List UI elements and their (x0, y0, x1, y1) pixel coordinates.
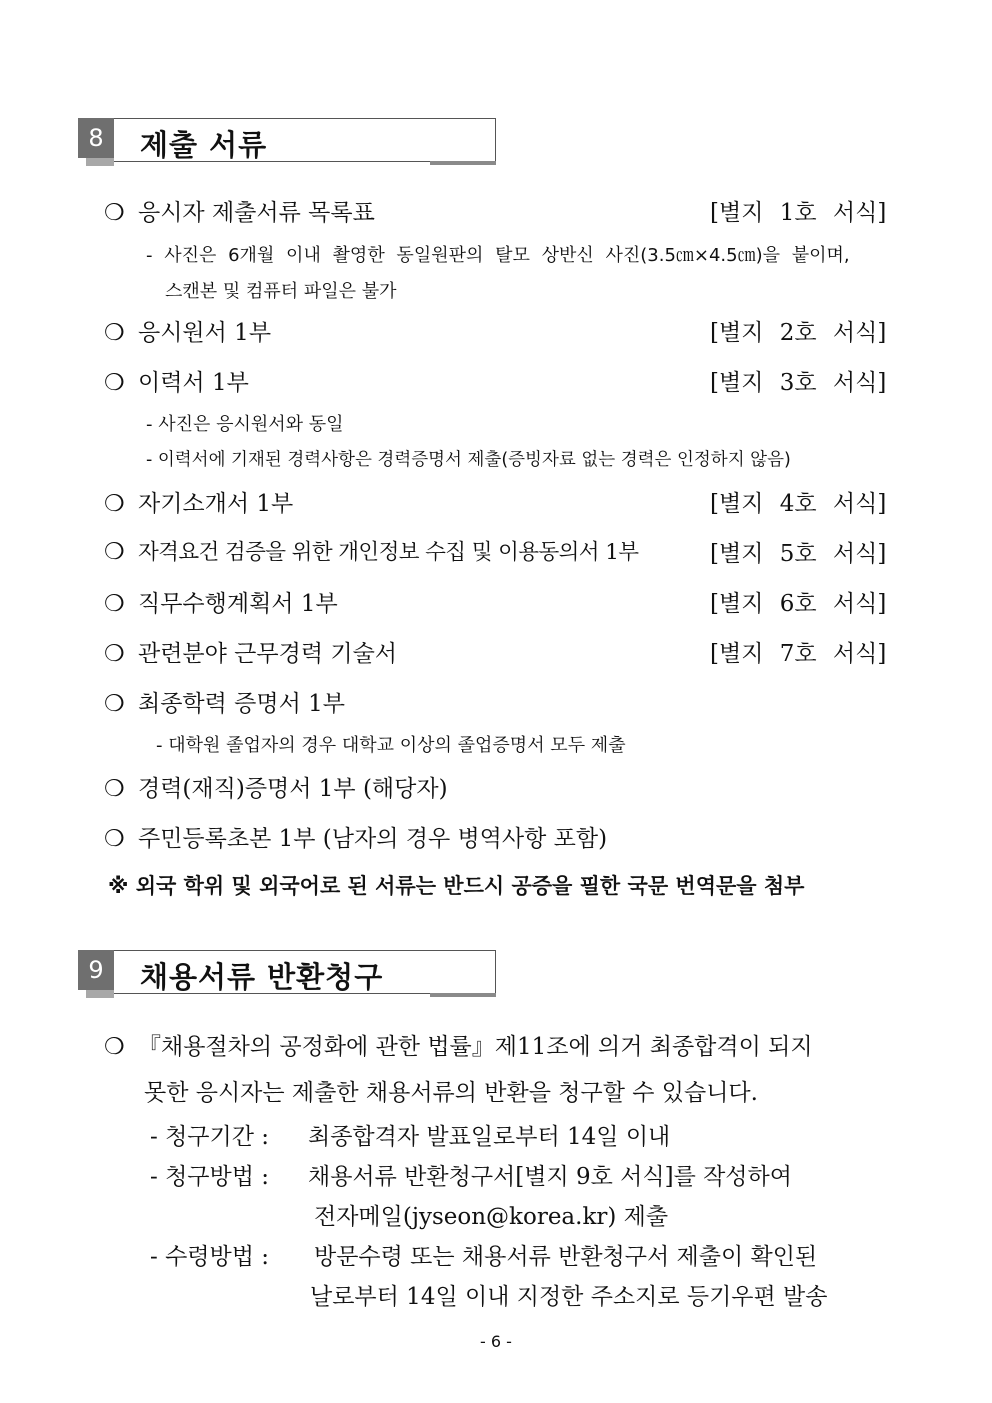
item-text: 응시자 제출서류 목록표 (138, 200, 375, 226)
detail-label: - 청구기간 : (150, 1124, 270, 1150)
item-text: 자격요건 검증을 위한 개인정보 수집 및 이용동의서 1부 (138, 540, 639, 565)
circle-bullet-icon: ❍ (104, 826, 125, 852)
page-number: - 6 - (480, 1332, 512, 1351)
form-reference: [별지 7호 서식] (710, 641, 887, 667)
circle-bullet-icon: ❍ (104, 320, 125, 346)
list-item (104, 585, 904, 618)
detail-text: 채용서류 반환청구서[별지 9호 서식]를 작성하여 (308, 1164, 792, 1190)
section-number: 9 (78, 950, 114, 990)
circle-bullet-icon: ❍ (104, 641, 125, 667)
item-text: 응시원서 1부 (138, 320, 272, 346)
circle-bullet-icon: ❍ (104, 591, 125, 617)
form-reference: [별지 1호 서식] (710, 200, 887, 226)
detail-label: - 청구방법 : (150, 1164, 270, 1190)
item-text: 최종학력 증명서 1부 (138, 691, 345, 717)
list-item (104, 820, 904, 853)
detail-text: 최종합격자 발표일로부터 14일 이내 (308, 1124, 671, 1150)
list-item (104, 314, 904, 347)
section-title: 제출 서류 (140, 128, 268, 162)
detail-text: 방문수령 또는 채용서류 반환청구서 제출이 확인된 (314, 1244, 818, 1270)
item-text: 자기소개서 1부 (138, 491, 294, 517)
circle-bullet-icon: ❍ (104, 1034, 125, 1060)
circle-bullet-icon: ❍ (104, 491, 125, 517)
form-reference: [별지 2호 서식] (710, 320, 887, 346)
list-item (104, 194, 904, 227)
list-item (104, 635, 904, 668)
form-reference: [별지 5호 서식] (710, 541, 887, 567)
circle-bullet-icon: ❍ (104, 200, 125, 226)
sub-item: - 대학원 졸업자의 경우 대학교 이상의 졸업증명서 모두 제출 (156, 735, 626, 756)
section-title-box (114, 950, 496, 994)
circle-bullet-icon: ❍ (104, 776, 125, 802)
section-9-header (78, 950, 496, 998)
list-item (104, 485, 904, 518)
form-reference: [별지 6호 서식] (710, 591, 887, 617)
section-8-header (78, 118, 496, 166)
detail-text: 전자메일(jyseon@korea.kr) 제출 (314, 1204, 669, 1230)
list-item (104, 364, 904, 397)
paragraph-line: 못한 응시자는 제출한 채용서류의 반환을 청구할 수 있습니다. (144, 1080, 758, 1106)
item-text: 이력서 1부 (138, 370, 249, 396)
circle-bullet-icon: ❍ (104, 370, 125, 396)
sub-item: - 사진은 응시원서와 동일 (146, 414, 344, 435)
section-title: 채용서류 반환청구 (140, 960, 384, 994)
sub-item: - 이력서에 기재된 경력사항은 경력증명서 제출(증빙자료 없는 경력은 인정하지 않음) (146, 450, 791, 470)
section-number: 8 (78, 118, 114, 158)
sub-item: - 사진은 6개월 이내 촬영한 동일원판의 탈모 상반신 사진(3.5㎝×4.5㎝)을 붙이며, (146, 245, 850, 266)
form-reference: [별지 3호 서식] (710, 370, 887, 396)
detail-text: 날로부터 14일 이내 지정한 주소지로 등기우편 발송 (310, 1284, 828, 1310)
list-item (104, 535, 904, 566)
paragraph-text: 『채용절차의 공정화에 관한 법률』제11조에 의거 최종합격이 되지 (138, 1034, 813, 1060)
item-text: 주민등록초본 1부 (남자의 경우 병역사항 포함) (138, 826, 608, 852)
list-item (104, 770, 904, 803)
item-text: 관련분야 근무경력 기술서 (138, 641, 398, 667)
detail-label: - 수령방법 : (150, 1244, 270, 1270)
section-title-box (114, 118, 496, 162)
item-text: 경력(재직)증명서 1부 (해당자) (138, 776, 448, 802)
item-text: 직무수행계획서 1부 (138, 591, 338, 617)
paragraph-line (104, 1028, 813, 1061)
list-item (104, 685, 904, 718)
sub-item: 스캔본 및 컴퓨터 파일은 불가 (165, 281, 397, 302)
circle-bullet-icon: ❍ (104, 539, 125, 565)
form-reference: [별지 4호 서식] (710, 491, 887, 517)
note-text: ※ 외국 학위 및 외국어로 된 서류는 반드시 공증을 필한 국문 번역문을 첨부 (108, 874, 805, 898)
circle-bullet-icon: ❍ (104, 691, 125, 717)
